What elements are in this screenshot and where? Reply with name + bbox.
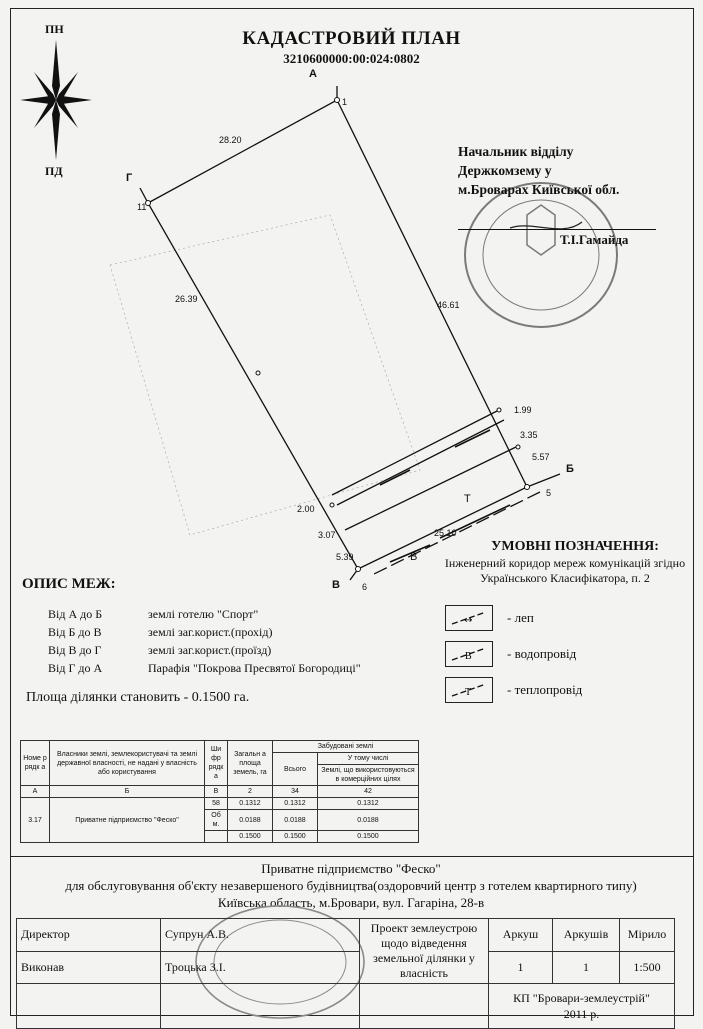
dim-l1: 2.00 (297, 504, 315, 514)
dim-r3: 5.57 (532, 452, 550, 462)
owners-table: Номе р рядк а Власники землі, землекористувачі та землі державної власності, не надані у власність або користування Ши фр рядк а Загальн а площа земель, га Забудовані землі Всього У тому числі Землі, що використовуються в комерційних цілях А Б В 2 34 42 3.17 Приватне підприємство "Феско" 58 0.1312 0.1312 0.1312 Об м. 0.0188 0.0188 0.0188 0.1500 0.1500 0.1500 (20, 740, 419, 843)
legend-title: УМОВНІ ПОЗНАЧЕННЯ: (491, 539, 659, 554)
dim-r2: 3.35 (520, 430, 538, 440)
dim-bottom: 25.10 (434, 528, 457, 538)
approval-line-1: Начальник відділу (458, 144, 574, 159)
dim-right: 46.61 (437, 300, 460, 310)
cadastral-number: 3210600000:00:024:0802 (283, 51, 420, 66)
point-label-1: 1 (342, 97, 348, 107)
director-name: Супрун А.В. (161, 919, 360, 952)
boundary-row: Від Б до В землі заг.корист.(прохід) (48, 625, 273, 639)
point-label-6: 6 (362, 582, 368, 592)
approval-signer: Т.І.Гамайда (560, 232, 629, 247)
corner-label-b: Б (566, 463, 574, 475)
approval-line-3: м.Броварах Київської обл. (458, 182, 620, 197)
company-name: Приватне підприємство "Феско" (261, 861, 441, 876)
point-label-11: 11 (137, 202, 147, 212)
svg-text:В: В (465, 651, 472, 662)
project-title: Проект землеустрою щодо відведення земельної ділянки у власність (360, 919, 489, 984)
corner-label-v: В (332, 579, 340, 591)
signature-line (458, 229, 656, 230)
svg-text:↔: ↔ (464, 615, 473, 626)
organization: КП "Бровари-землеустрій" 2011 р. (489, 984, 675, 1029)
dim-top: 28.20 (219, 135, 242, 145)
dim-left: 26.39 (175, 294, 198, 304)
svg-text:Т: Т (465, 687, 472, 698)
official-seal (462, 180, 620, 330)
dim-r1: 1.99 (514, 405, 532, 415)
line-letter-t: Т (464, 493, 471, 505)
boundary-row: Від Г до А Парафія "Покрова Пресвятої Богородиці" (48, 661, 361, 675)
parcel-area: Площа ділянки становить - 0.1500 га. (26, 690, 250, 705)
power-line-icon (445, 605, 493, 631)
document-title: КАДАСТРОВИЙ ПЛАН (242, 28, 461, 49)
dim-l2: 3.07 (318, 530, 336, 540)
compass-north-label: ПН (45, 22, 64, 36)
boundaries-title: ОПИС МЕЖ: (22, 576, 116, 592)
director-label: Директор (17, 919, 161, 952)
approval-block (458, 142, 619, 199)
heat-pipe-icon (445, 677, 493, 703)
company-purpose: для обслуговування об'єкту незавершеного будівництва(оздоровчий центр з готелем квартирного типу) (65, 878, 637, 893)
point-label-5: 5 (546, 488, 552, 498)
legend-label-water-pipe: - водопровід (507, 646, 577, 661)
line-letter-v: В (410, 551, 418, 563)
legend-item-heat-pipe (445, 677, 695, 705)
stamp-table: Директор Супрун А.В. Проект землеустрою щодо відведення земельної ділянки у власність Аркуш Аркушів Мірило Виконав Троцька З.І. 1 1 1:500 КП "Бровари-землеустрій" 2011 р. (16, 918, 675, 1029)
corner-label-g: Г (126, 172, 133, 184)
legend-description: Інженерний коридор мереж комунікацій згідно Українського Класифікатора, п. 2 (444, 556, 686, 585)
legend-item-water-pipe (445, 641, 695, 669)
title-block-divider (10, 856, 694, 857)
legend-label-heat-pipe: - теплопровід (507, 682, 583, 697)
executor-name: Троцька З.І. (161, 951, 360, 984)
company-address: Київська область, м.Бровари, вул. Гагаріна, 28-в (217, 895, 485, 910)
legend-item-power-line (445, 605, 695, 633)
legend-label-power-line: - леп (507, 610, 534, 625)
compass-south-label: ПД (45, 164, 63, 178)
approval-line-2: Держкомзему у (458, 163, 552, 178)
boundary-row: Від А до Б землі готелю "Спорт" (48, 607, 259, 621)
corner-label-a: А (309, 68, 317, 80)
executor-label: Виконав (17, 951, 161, 984)
water-pipe-icon (445, 641, 493, 667)
boundary-row: Від В до Г землі заг.корист.(проїзд) (48, 643, 272, 657)
dim-l3: 5.39 (336, 552, 354, 562)
